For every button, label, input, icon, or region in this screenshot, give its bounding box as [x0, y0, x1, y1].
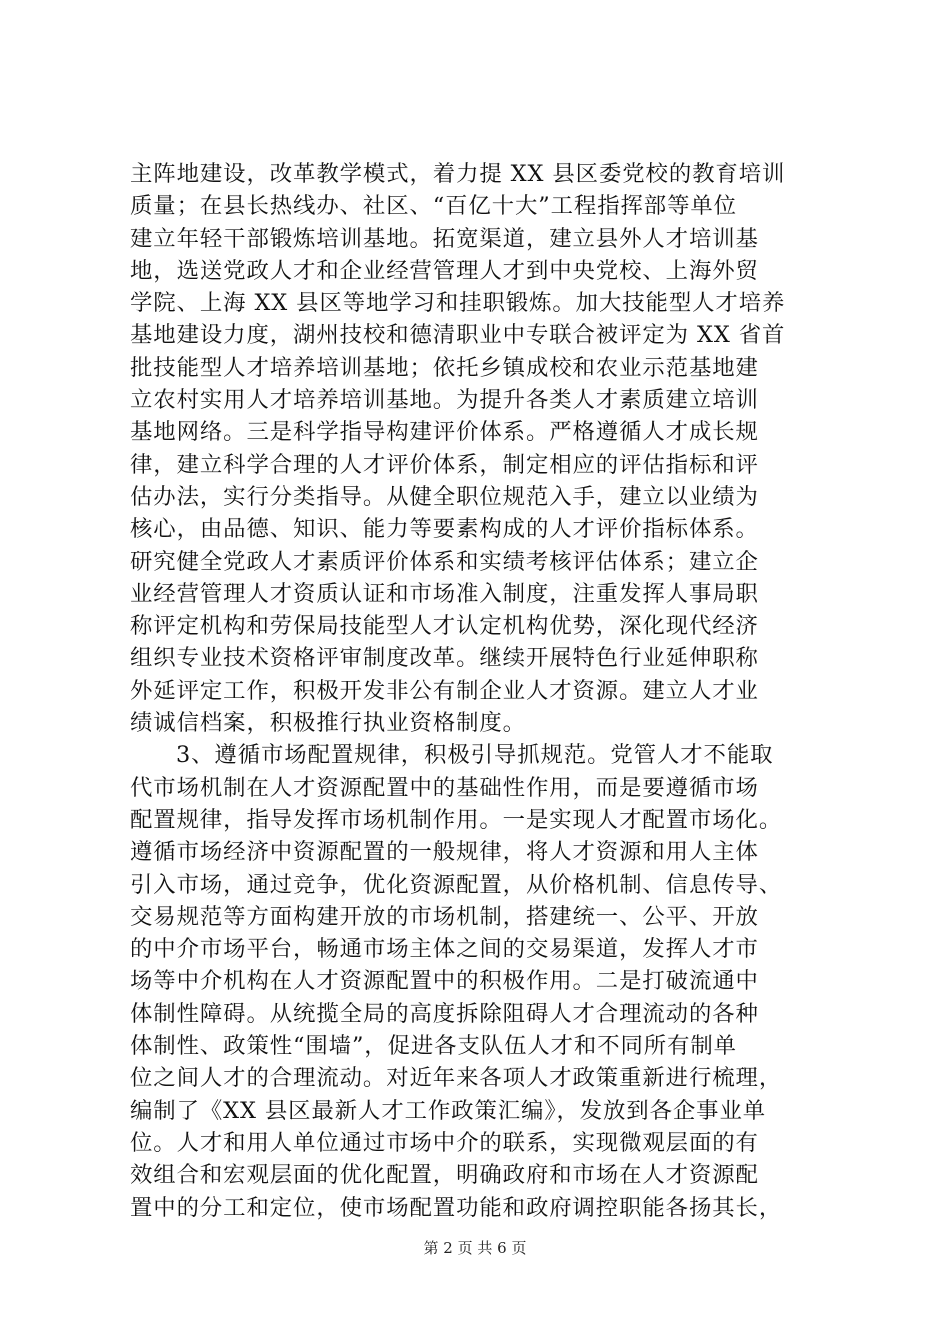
- text-line: 估办法，实行分类指导。从健全职位规范入手，建立以业绩为: [130, 483, 759, 510]
- text-line: 置中的分工和定位，使市场配置功能和政府调控职能各扬其长，: [130, 1194, 783, 1221]
- page-footer: 第 2 页 共 6 页: [423, 1239, 527, 1257]
- text-line: 立农村实用人才培养培训基地。为提升各类人才素质建立培训: [130, 387, 759, 414]
- text-line: 遵循市场经济中资源配置的一般规律，将人才资源和用人主体: [130, 839, 759, 866]
- text-line: 主阵地建设，改革教学模式，着力提 XX 县区委党校的教育培训: [130, 161, 786, 187]
- text-line: 代市场机制在人才资源配置中的基础性作用，而是要遵循市场: [130, 774, 759, 801]
- text-line: 质量；在县长热线办、社区、“百亿十大”工程指挥部等单位: [130, 193, 737, 220]
- text-line: 学院、上海 XX 县区等地学习和挂职锻炼。加大技能型人才培养: [130, 290, 786, 317]
- text-line: 称评定机构和劳保局技能型人才认定机构优势，深化现代经济: [130, 613, 759, 640]
- text-line: 的中介市场平台，畅通市场主体之间的交易渠道，发挥人才市: [130, 936, 759, 963]
- text-line: 律，建立科学合理的人才评价体系，制定相应的评估指标和评: [130, 451, 759, 478]
- text-line: 地，选送党政人才和企业经营管理人才到中央党校、上海外贸: [130, 257, 759, 284]
- text-line: 基地建设力度，湖州技校和德清职业中专联合被评定为 XX 省首: [130, 322, 786, 349]
- text-line: 配置规律，指导发挥市场机制作用。一是实现人才配置市场化。: [130, 806, 783, 833]
- text-line: 编制了《XX 县区最新人才工作政策汇编》，发放到各企事业单: [130, 1097, 767, 1124]
- text-line: 体制性障碍。从统揽全局的高度拆除阻碍人才合理流动的各种: [130, 1000, 759, 1027]
- text-line: 交易规范等方面构建开放的市场机制，搭建统一、公平、开放: [130, 903, 759, 930]
- text-line: 核心，由品德、知识、能力等要素构成的人才评价指标体系。: [130, 516, 759, 543]
- text-line: 引入市场，通过竞争，优化资源配置，从价格机制、信息传导、: [130, 871, 783, 898]
- text-line: 批技能型人才培养培训基地；依托乡镇成校和农业示范基地建: [130, 354, 759, 381]
- text-line: 体制性、政策性“围墙”，促进各支队伍人才和不同所有制单: [130, 1033, 737, 1060]
- text-line: 效组合和宏观层面的优化配置，明确政府和市场在人才资源配: [130, 1162, 759, 1189]
- text-line: 3、遵循市场配置规律，积极引导抓规范。党管人才不能取: [176, 742, 774, 769]
- text-line: 场等中介机构在人才资源配置中的积极作用。二是打破流通中: [130, 968, 759, 995]
- text-line: 组织专业技术资格评审制度改革。继续开展特色行业延伸职称: [130, 645, 759, 672]
- text-line: 建立年轻干部锻炼培训基地。拓宽渠道，建立县外人才培训基: [130, 225, 759, 252]
- text-line: 业经营管理人才资质认证和市场准入制度，注重发挥人事局职: [130, 580, 759, 607]
- text-line: 基地网络。三是科学指导构建评价体系。严格遵循人才成长规: [130, 419, 759, 446]
- text-line: 位之间人才的合理流动。对近年来各项人才政策重新进行梳理，: [130, 1065, 783, 1092]
- text-line: 位。人才和用人单位通过市场中介的联系，实现微观层面的有: [130, 1129, 759, 1156]
- body-text: [130, 158, 830, 1224]
- text-line: 绩诚信档案，积极推行执业资格制度。: [130, 710, 526, 737]
- text-line: 研究健全党政人才素质评价体系和实绩考核评估体系；建立企: [130, 548, 759, 575]
- text-line: 外延评定工作，积极开发非公有制企业人才资源。建立人才业: [130, 677, 759, 704]
